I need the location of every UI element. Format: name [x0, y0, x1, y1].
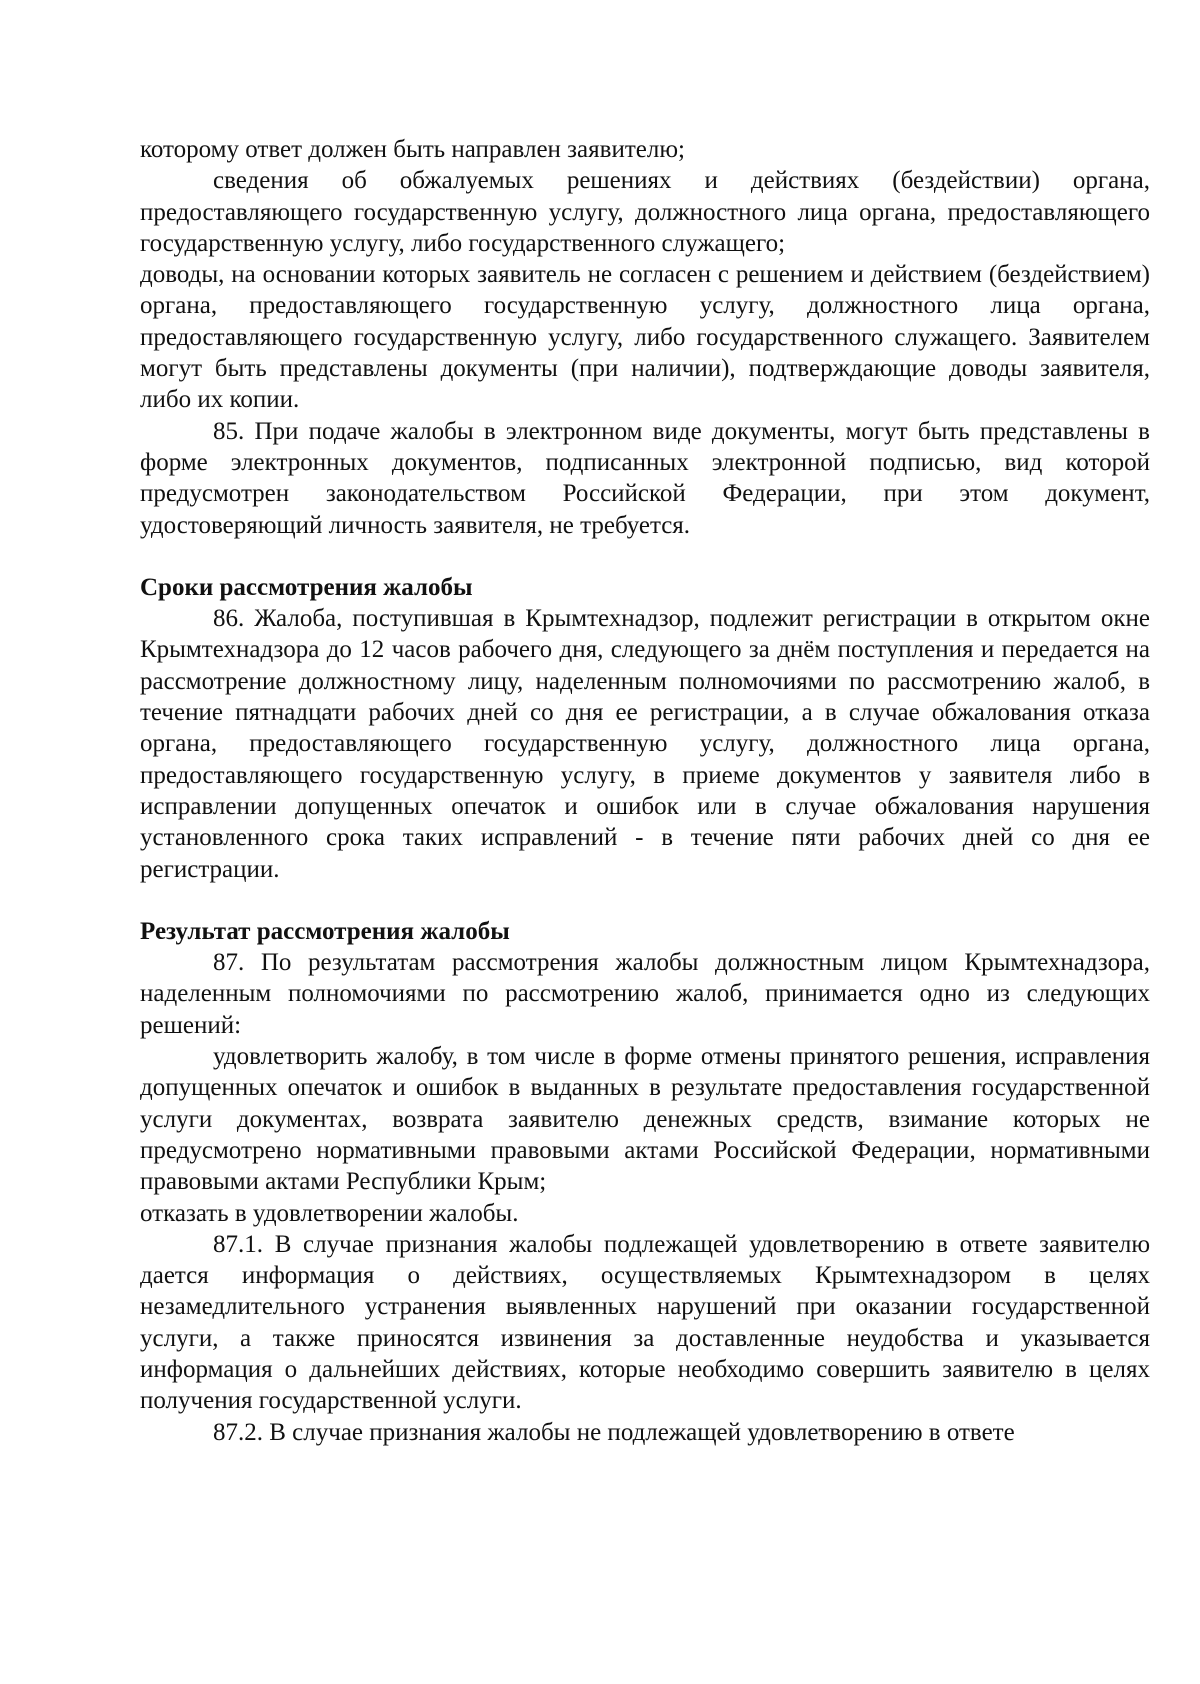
- paragraph-87-satisfy: удовлетворить жалобу, в том числе в форме отмены принятого решения, исправления допущенных опечаток и ошибок в выданных в результате предоставления государственной услуги документах, возврата заявителю денежных средств, взимание которых не предусмотрено нормативными правовыми актами Российской Федерации, нормативными правовыми актами Республики Крым;: [140, 1043, 1150, 1196]
- paragraph-87-1: 87.1. В случае признания жалобы подлежащей удовлетворению в ответе заявителю дается информация о действиях, осуществляемых Крымтехнадзором в целях незамедлительного устранения выявленных нарушений при оказании государственной услуги, а также приносятся извинения за доставленные неудобства и указывается информация о дальнейших действиях, которые необходимо совершить заявителю в целях получения государственной услуги.: [140, 1230, 1150, 1415]
- paragraph-86: 86. Жалоба, поступившая в Крымтехнадзор, подлежит регистрации в открытом окне Крымтехнадзора до 12 часов рабочего дня, следующего за днём поступления и передается на рассмотрение должностному лицу, наделенным полномочиями по рассмотрению жалоб, в течение пятнадцати рабочих дней со дня ее регистрации, а в случае обжалования отказа органа, предоставляющего государственную услугу, должностного лица органа, предоставляющего государственную услугу, в приеме документов у заявителя либо в исправлении допущенных опечаток и ошибок или в случае обжалования нарушения установленного срока таких исправлений - в течение пяти рабочих дней со дня ее регистрации.: [140, 605, 1150, 883]
- paragraph-87: 87. По результатам рассмотрения жалобы должностным лицом Крымтехнадзора, наделенным полномочиями по рассмотрению жалоб, принимается одно из следующих решений:: [140, 949, 1150, 1039]
- paragraph-answer-address: которому ответ должен быть направлен заявителю;: [140, 136, 685, 163]
- document-body: [140, 134, 1150, 1448]
- heading-result: Результат рассмотрения жалобы: [140, 917, 510, 945]
- paragraph-appealed-decisions: сведения об обжалуемых решениях и действиях (бездействии) органа, предоставляющего государственную услугу, должностного лица органа, предоставляющего государственную услугу, либо государственного служащего;: [140, 167, 1150, 257]
- heading-terms: Сроки рассмотрения жалобы: [140, 573, 473, 601]
- paragraph-arguments: доводы, на основании которых заявитель не согласен с решением и действием (бездействием) органа, предоставляющего государственную услугу, должностного лица органа, предоставляющего государственную услугу, либо государственного служащего. Заявителем могут быть представлены документы (при наличии), подтверждающие доводы заявителя, либо их копии.: [140, 261, 1150, 414]
- paragraph-85: 85. При подаче жалобы в электронном виде документы, могут быть представлены в форме электронных документов, подписанных электронной подписью, вид которой предусмотрен законодательством Российской Федерации, при этом документ, удостоверяющий личность заявителя, не требуется.: [140, 417, 1150, 539]
- paragraph-87-refuse: отказать в удовлетворении жалобы.: [140, 1199, 519, 1227]
- paragraph-87-2: 87.2. В случае признания жалобы не подлежащей удовлетворению в ответе: [213, 1418, 1015, 1446]
